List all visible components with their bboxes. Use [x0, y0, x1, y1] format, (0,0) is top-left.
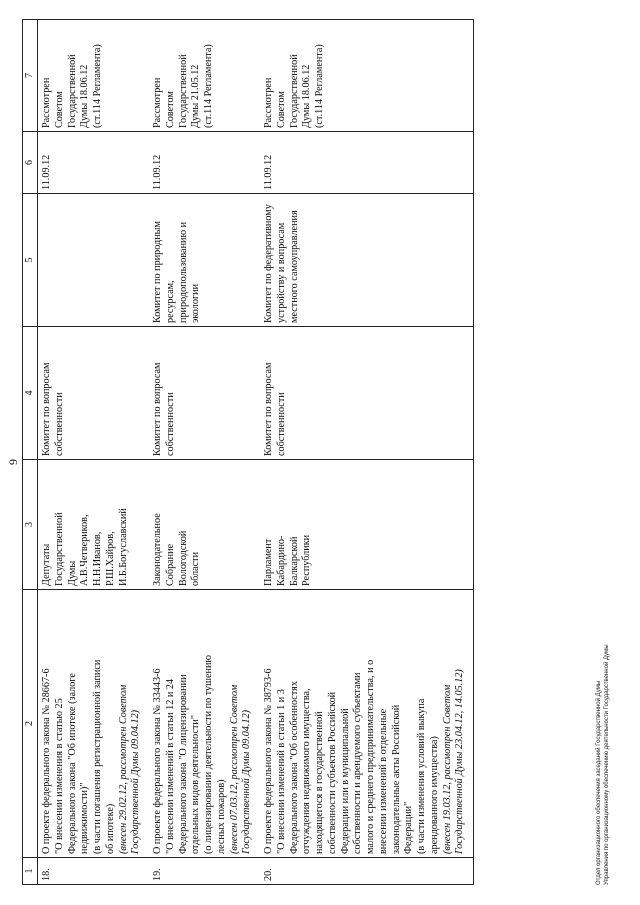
author-line: Государственной — [53, 512, 65, 586]
bill-note-line: (внесен 19.03.12, рассмотрен Советом — [441, 684, 453, 854]
column-header: 5 — [23, 194, 38, 327]
bill-description — [260, 590, 474, 858]
status-line: Советом — [275, 91, 287, 128]
table-row — [260, 20, 474, 885]
row-number: 20. — [260, 858, 474, 885]
author-line: Депутаты — [41, 543, 52, 586]
bill-title-line: малого и среднего предпринимательства, и о — [365, 659, 376, 854]
table-row — [149, 20, 260, 885]
author-line: Республики — [301, 534, 313, 586]
bill-title-line: Федерации или в муниципальной — [339, 708, 351, 854]
column-header: 2 — [23, 590, 38, 858]
author-line: области — [190, 551, 202, 586]
bill-title-line: (о лицензировании деятельности по тушению — [203, 654, 214, 854]
row-number: 19. — [149, 858, 260, 885]
status-line: (ст.114 Регламента) — [92, 44, 103, 128]
status-line: Думы 21.05.12 — [190, 64, 202, 128]
bill-title-line: Федерального закона "О лицензировании — [177, 674, 189, 854]
status-line: Рассмотрен — [263, 77, 274, 128]
bill-title-line: лесных пожаров) — [215, 779, 227, 854]
bill-title-line: внесении изменений в отдельные — [377, 708, 389, 854]
author-line: И.Б.Богуславский — [117, 508, 129, 586]
bill-note-line: (внесен 29.02.12, рассмотрен Советом — [117, 684, 129, 854]
bill-title-line: собственности и арендуемого субъектами — [352, 672, 364, 854]
bill-title-line: (в части изменения условий выкупа — [416, 698, 427, 854]
page-number: 9 — [6, 459, 20, 465]
author-line: Кабардино- — [275, 535, 287, 586]
status-line: Советом — [164, 91, 176, 128]
table-row — [38, 20, 150, 885]
status-line: Советом — [53, 91, 65, 128]
bill-title-line: О проекте федерального закона № 28667-6 — [41, 668, 52, 854]
table-body — [38, 20, 474, 885]
co-executor-committee: Комитет по федеративному устройству и вопросам местного самоуправления — [260, 194, 474, 327]
author-line: Балкарской — [288, 536, 300, 586]
author-line: Законодательное — [152, 513, 163, 586]
bill-author — [149, 460, 260, 590]
status-line: Рассмотрен — [152, 77, 163, 128]
review-date: 11.09.12 — [260, 132, 474, 194]
bill-title-line: (в части погашения регистрационной записи — [92, 659, 103, 854]
author-line: Н.Н.Иванов, — [92, 531, 103, 586]
status-line: Государственной — [288, 54, 300, 128]
responsible-committee: Комитет по вопросам собственности — [149, 327, 260, 460]
bill-note-line: (внесен 07.03.12, рассмотрен Советом — [228, 684, 240, 854]
bill-title-line: Федерации" — [403, 801, 415, 854]
author-line: Думы — [66, 560, 78, 586]
bills-table — [22, 19, 474, 885]
bill-title-line: отдельных видов деятельности" — [190, 714, 202, 854]
bill-title-line: О проекте федерального закона № 33443-6 — [152, 668, 163, 854]
column-header: 3 — [23, 460, 38, 590]
bill-title-line: "О внесении изменений в статьи 1 и 3 — [275, 689, 287, 854]
status — [38, 20, 150, 132]
bill-title-line: "О внесении изменения в статью 25 — [53, 698, 65, 854]
co-executor-committee — [38, 194, 150, 327]
status-line: Государственной — [66, 54, 78, 128]
co-executor-committee: Комитет по природным ресурсам, природопользованию и экологии — [149, 194, 260, 327]
bill-title-line: О проекте федерального закона № 38793-6 — [263, 668, 274, 854]
status — [260, 20, 474, 132]
footer-line: Управления по организационному обеспечению деятельности Государственной Думы — [604, 644, 611, 885]
author-line: А.В.Четвериков, — [79, 514, 91, 586]
column-header: 4 — [23, 327, 38, 460]
row-number: 18. — [38, 858, 150, 885]
responsible-committee: Комитет по вопросам собственности — [260, 327, 474, 460]
bill-title-line: арендованного имущества) — [428, 736, 440, 854]
footer — [595, 644, 611, 885]
bill-description — [38, 590, 150, 858]
status-line: Рассмотрен — [41, 77, 52, 128]
bill-title-line: Федерального закона "Об особенностях — [288, 681, 300, 854]
review-date: 11.09.12 — [38, 132, 150, 194]
status — [149, 20, 260, 132]
bill-title-line: законодательные акты Российской — [390, 704, 402, 854]
status-line: Думы 18.06.12 — [79, 64, 91, 128]
column-header: 6 — [23, 132, 38, 194]
author-line: Собрание — [164, 543, 176, 586]
status-line: Думы 18.06.12 — [301, 64, 313, 128]
author-line: Парламент — [263, 538, 274, 586]
footer-line: Отдел организационного обеспечения заседаний Государственной Думы — [596, 680, 602, 885]
bill-title-line: отчуждения недвижимого имущества, — [301, 688, 313, 854]
author-line: Вологодской — [177, 530, 189, 586]
review-date: 11.09.12 — [149, 132, 260, 194]
author-line: Р.Ш.Хайров, — [104, 531, 116, 586]
bill-title-line: Федерального закона "Об ипотеке (залоге — [66, 673, 78, 854]
column-header: 7 — [23, 20, 38, 132]
bill-note-line: Государственной Думы 23.04.12, 14.05.12) — [454, 669, 466, 854]
bill-title-line: "О внесении изменений в статьи 12 и 24 — [164, 678, 176, 854]
column-header: 1 — [23, 858, 38, 885]
bill-description — [149, 590, 260, 858]
bill-title-line: находящегося в государственной — [314, 711, 325, 854]
bill-author — [260, 460, 474, 590]
column-number-row — [23, 20, 38, 885]
bill-author — [38, 460, 150, 590]
bill-note-line: Государственной Думы 09.04.12) — [130, 709, 142, 854]
status-line: (ст.114 Регламента) — [203, 44, 214, 128]
status-line: (ст.114 Регламента) — [314, 44, 325, 128]
bill-title-line: недвижимости)" — [79, 782, 91, 854]
status-line: Государственной — [177, 54, 189, 128]
bill-title-line: об ипотеке) — [104, 803, 116, 854]
responsible-committee: Комитет по вопросам собственности — [38, 327, 150, 460]
bill-note-line: Государственной Думы 09.04.12) — [241, 709, 253, 854]
bill-title-line: собственности субъектов Российской — [326, 691, 338, 854]
